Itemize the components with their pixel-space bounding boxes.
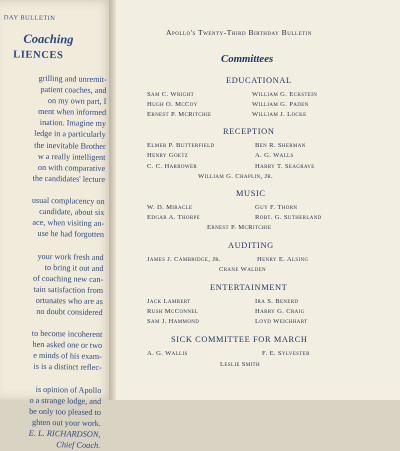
committee-member: William G. Paden (252, 101, 309, 108)
committee-member: Ira S. Benerd (255, 298, 299, 305)
left-page-line: the candidates' lecture (32, 173, 106, 184)
committee-member: Hugh O. McCoy (147, 101, 198, 108)
left-page-subtitle: LIENCES (13, 49, 64, 62)
committee-member: William J. Locke (252, 111, 307, 118)
left-page-line: to become incoherent (31, 328, 103, 340)
section-title-educational: EDUCATIONAL (226, 76, 292, 85)
committee-member: Harry T. Seagrave (255, 163, 315, 170)
left-page-line: on my own part, I (47, 96, 107, 107)
left-page-line: ination. Imagine my (39, 118, 107, 129)
committee-member: Elmer P. Butterfield (147, 142, 215, 149)
signature-name: E. L. RICHARDSON, (28, 428, 101, 439)
left-page-line: ment when informed (37, 107, 107, 118)
committee-member: Sam J. Hammond (147, 318, 200, 325)
committee-member: Guy F. Thorn (255, 204, 298, 211)
section-title-auditing: AUDITING (228, 241, 274, 250)
committee-member: Sam C. Wright (147, 91, 194, 98)
left-page-line: your work fresh and (37, 251, 104, 262)
committee-member: Ben R. Sherman (255, 142, 306, 149)
left-page-line: o a strange lodge, and (29, 395, 102, 406)
left-page-line: use he had forgotten (37, 229, 105, 240)
signature-role: Chief Coach. (56, 440, 101, 450)
left-page-line: ortunates who are as (35, 295, 103, 306)
left-page-title: Coaching (23, 31, 74, 47)
left-page-line: tain satisfaction from (33, 284, 104, 295)
bulletin-header: Apollo's Twenty-Third Birthday Bulletin (166, 28, 312, 37)
left-page-line: ace, when visiting an- (32, 217, 105, 229)
left-page-line: e minds of his exam- (33, 351, 103, 362)
committee-member: Crane Walden (219, 266, 266, 273)
section-title-reception: RECEPTION (223, 127, 275, 136)
left-page-line: w a really intelligent (37, 151, 106, 162)
left-page-line: grilling and unremit- (38, 73, 107, 85)
committee-member: Edgar A. Thorpe (147, 214, 201, 221)
left-page-body (0, 72, 109, 429)
committee-member: Henry E. Alsing (257, 256, 309, 263)
left-page-line: no doubt considered (36, 306, 103, 317)
committee-member: Rush McConnel (147, 308, 199, 315)
left-page-line: ghten out your work. (32, 417, 101, 428)
committee-member: Leslie Smith (220, 361, 260, 368)
committee-member: Ernest P. McRitchie (147, 111, 212, 118)
committee-member: C. C. Harrower (147, 163, 198, 170)
committee-member: Henry Goetz (147, 152, 189, 159)
left-page-line: hen asked one or two (32, 340, 103, 351)
committee-member: Robt. G. Sutherland (255, 214, 322, 221)
left-page-line: candidate, about six (39, 207, 105, 218)
left-page-line: be only too pleased to (29, 406, 102, 417)
committee-member: A. G. Walls (255, 152, 294, 159)
left-page-line: to bring it out and (44, 262, 104, 273)
left-page-line: on with comparative (37, 162, 106, 173)
left-page-line: ledge in a particularly (34, 129, 106, 140)
committee-member: A. G. Wallis (147, 350, 188, 357)
section-title-music: MUSIC (236, 189, 266, 198)
left-page-line: is opinion of Apollo (35, 384, 102, 395)
left-page-line: the inevitable Brother (34, 140, 106, 151)
committee-member: Ernest P. McRitchie (207, 224, 272, 231)
right-page (116, 0, 400, 400)
left-page-content (0, 8, 110, 451)
committee-member: William G. Chaplin, Jr. (198, 173, 274, 180)
committee-member: W. D. Miracle (147, 204, 193, 211)
left-page-line: patient coaches, and (40, 84, 107, 96)
left-page-header: DAY BULLETIN (3, 14, 56, 23)
left-page-line: is is a distinct reflec- (33, 362, 102, 373)
left-page-line: usual complacency on (31, 195, 105, 207)
left-page (0, 0, 113, 450)
section-title-entertainment: ENTERTAINMENT (210, 283, 288, 292)
committee-member: William G. Eckstein (252, 91, 318, 98)
committee-member: James J. Cambridge, Jr. (147, 256, 221, 263)
section-title-sick-committee: SICK COMMITTEE FOR MARCH (171, 335, 308, 344)
page-title: Committees (221, 53, 274, 65)
committee-member: Harry G. Craig (255, 308, 305, 315)
committee-member: Loyd Weichhart (255, 318, 308, 325)
left-page-line: of coaching new can- (32, 273, 104, 284)
committee-member: Jack Lambert (147, 298, 191, 305)
committee-member: F. E. Sylvester (262, 350, 310, 357)
